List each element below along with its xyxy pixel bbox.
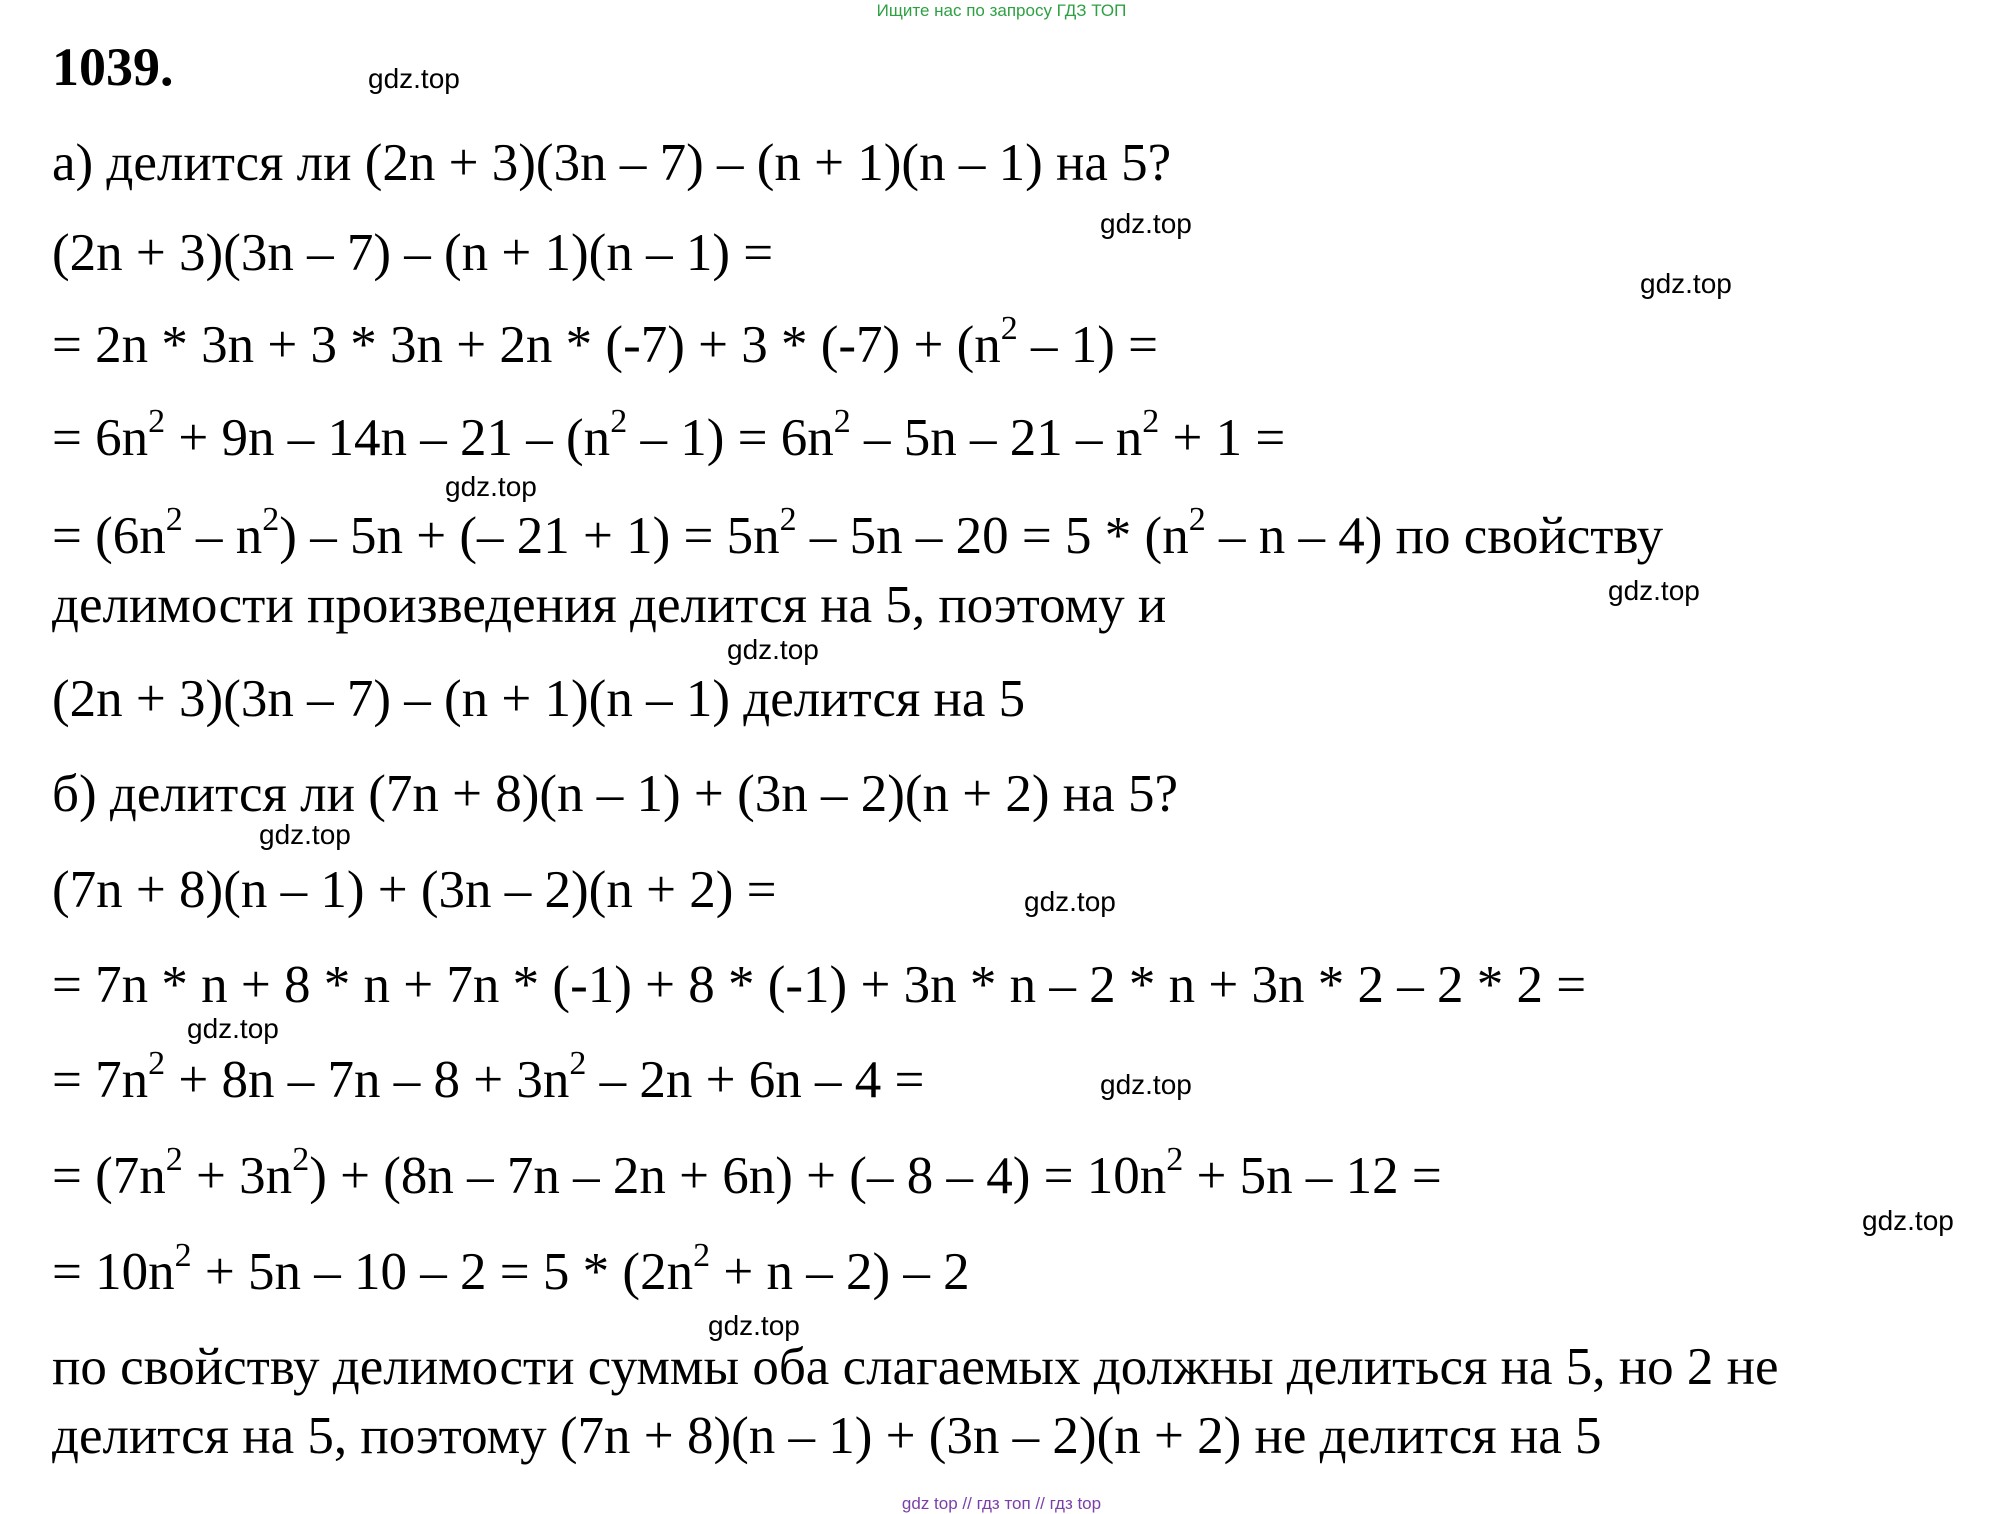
part-b-line-3: = $7n^2 + 8n - 7n - 8 + 3n^2 - 2n + 6n - 4$ =	[52, 1045, 925, 1109]
part-a-line-2: = $2n * 3n + 3 * 3n + 2n * (-7) + 3 * (-7) + (n^2 - 1)$ =	[52, 310, 1159, 374]
watermark: gdz.top	[1608, 575, 1700, 606]
part-a-line-5: делимости произведения делится на 5, поэтому и	[52, 576, 1167, 634]
part-b-line-7: делится на 5, поэтому (7n + 8)(n – 1) + (3n – 2)(n + 2) не делится на 5	[52, 1407, 1602, 1465]
watermark: gdz.top	[259, 819, 351, 850]
watermark: gdz.top	[1100, 208, 1192, 239]
watermark: gdz.top	[368, 63, 460, 94]
top-banner: Ищите нас по запросу ГДЗ ТОП	[876, 1, 1127, 20]
watermark: gdz.top	[445, 471, 537, 502]
part-b-line-6: по свойству делимости суммы оба слагаемых должны делиться на 5, но 2 не	[52, 1338, 1779, 1396]
part-b-question: б) делится ли (7n + 8)(n – 1) + (3n – 2)(n + 2) на 5?	[52, 765, 1178, 823]
watermark: gdz.top	[1862, 1205, 1954, 1236]
watermark: gdz.top	[727, 634, 819, 665]
part-a-question: а) делится ли (2n + 3)(3n – 7) – (n + 1)(n – 1) на 5?	[52, 134, 1172, 192]
watermark: gdz.top	[1024, 886, 1116, 917]
problem-number: 1039.	[52, 37, 174, 97]
part-b-line-5: = $10n^2 + 5n - 10 - 2 = 5 * (2n^2 + n - 2) - 2$	[52, 1237, 970, 1301]
part-b-line-4: = $(7n^2 + 3n^2) + (8n - 7n - 2n + 6n)$ + (– $8 - 4) = 10n^2 + 5n - 12$ =	[52, 1141, 1442, 1205]
part-b-line-2: = 7n * n + 8 * n + 7n * (-1) + 8 * (-1) + 3n * n – 2 * n + 3n * 2 – 2 * 2 =	[52, 956, 1587, 1014]
watermark: gdz.top	[708, 1310, 800, 1341]
part-a-line-4: = $(6n^2 - n^2) - 5n$ + (– $21 + 1) = 5n^2 - 5n - 20 = 5 * (n^2 - n - 4)$ по свойству	[52, 501, 1664, 565]
watermark: gdz.top	[1100, 1069, 1192, 1100]
part-a-line-1: (2n + 3)(3n – 7) – (n + 1)(n – 1) =	[52, 224, 774, 282]
part-a-line-3: = $6n^2 + 9n - 14n - 21 - (n^2 - 1) = 6n^2 - 5n - 21 - n^2 + 1$ =	[52, 403, 1286, 467]
part-b-line-1: (7n + 8)(n – 1) + (3n – 2)(n + 2) =	[52, 861, 777, 919]
part-a-line-6: (2n + 3)(3n – 7) – (n + 1)(n – 1) делится на 5	[52, 670, 1026, 728]
watermark: gdz.top	[187, 1013, 279, 1044]
footer: gdz top // гдз топ // гдз top	[901, 1494, 1102, 1513]
watermark: gdz.top	[1640, 268, 1732, 299]
